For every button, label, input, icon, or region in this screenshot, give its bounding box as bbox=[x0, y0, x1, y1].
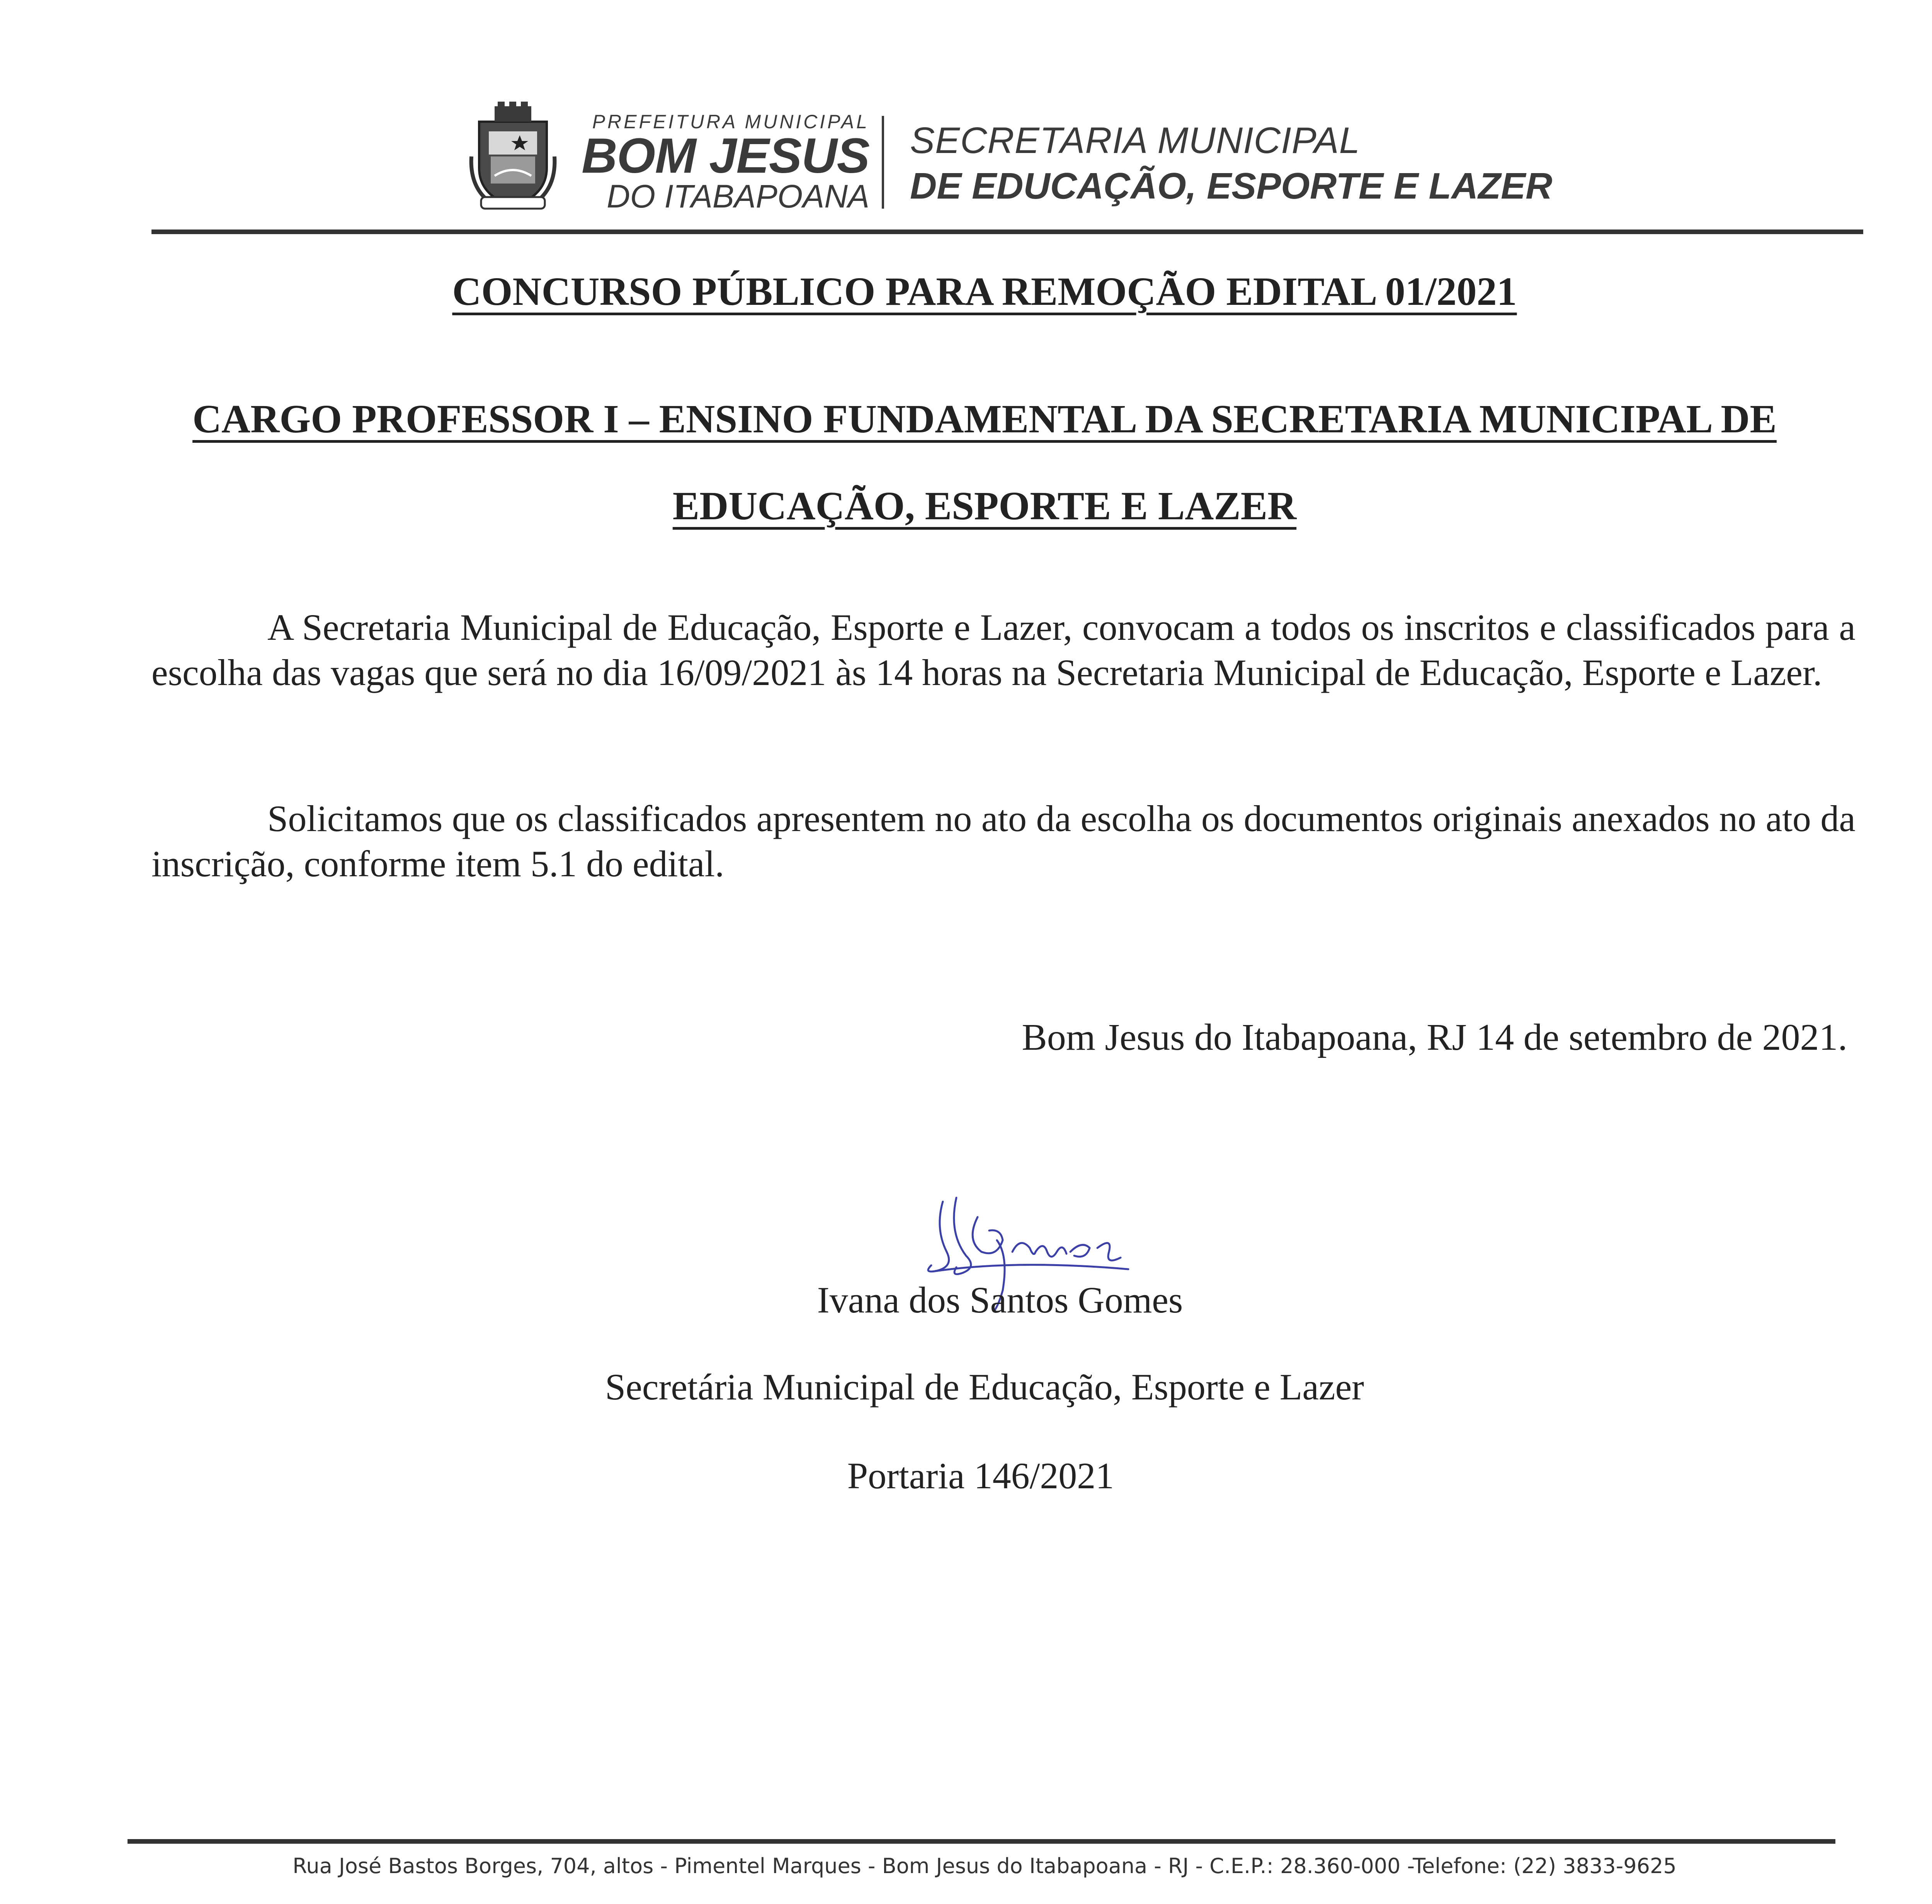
secretaria-line-1: SECRETARIA MUNICIPAL bbox=[910, 120, 1361, 161]
title-line-3: EDUCAÇÃO, ESPORTE E LAZER bbox=[672, 484, 1297, 528]
footer-address: Rua José Bastos Borges, 704, altos - Pimentel Marques - Bom Jesus do Itabapoana - RJ - C.E.P.: 28.360-000 -Telefone: (22) 3833-9625 bbox=[293, 1854, 1677, 1878]
signatory-portaria: Portaria 146/2021 bbox=[847, 1455, 1114, 1496]
signatory-role: Secretária Municipal de Educação, Esporte e Lazer bbox=[605, 1366, 1364, 1408]
city-name-top: BOM JESUS bbox=[582, 128, 869, 184]
body-paragraph-1: A Secretaria Municipal de Educação, Esporte e Lazer, convocam a todos os inscritos e classificados para a escolha das vagas que será no dia 16/09/2021 às 14 horas na Secretaria Municipal de Educação, Esporte e Lazer. bbox=[151, 607, 1855, 693]
document-subtitle bbox=[0, 394, 1932, 444]
city-name-bottom: DO ITABAPOANA bbox=[607, 178, 869, 214]
prefeitura-logotype bbox=[560, 110, 869, 214]
prefeitura-label: PREFEITURA MUNICIPAL bbox=[592, 111, 869, 133]
header-rule bbox=[151, 230, 1863, 234]
document-title bbox=[0, 267, 1932, 317]
document-subtitle-continued bbox=[0, 481, 1932, 531]
body-paragraph-2: Solicitamos que os classificados apresentem no ato da escolha os documentos originais anexados no ato da inscrição, conforme item 5.1 do edital. bbox=[151, 798, 1855, 884]
footer-rule bbox=[128, 1839, 1835, 1844]
title-line-2: CARGO PROFESSOR I – ENSINO FUNDAMENTAL DA SECRETARIA MUNICIPAL DE bbox=[192, 397, 1777, 441]
signatory-name: Ivana dos Santos Gomes bbox=[817, 1279, 1183, 1321]
secretaria-line-2: DE EDUCAÇÃO, ESPORTE E LAZER bbox=[910, 165, 1553, 207]
municipal-crest-icon bbox=[468, 99, 558, 211]
title-line-1: CONCURSO PÚBLICO PARA REMOÇÃO EDITAL 01/2021 bbox=[452, 269, 1517, 314]
letterhead-divider bbox=[882, 116, 884, 209]
secretaria-heading bbox=[910, 118, 1552, 209]
date-line: Bom Jesus do Itabapoana, RJ 14 de setembro de 2021. bbox=[1022, 1017, 1847, 1058]
